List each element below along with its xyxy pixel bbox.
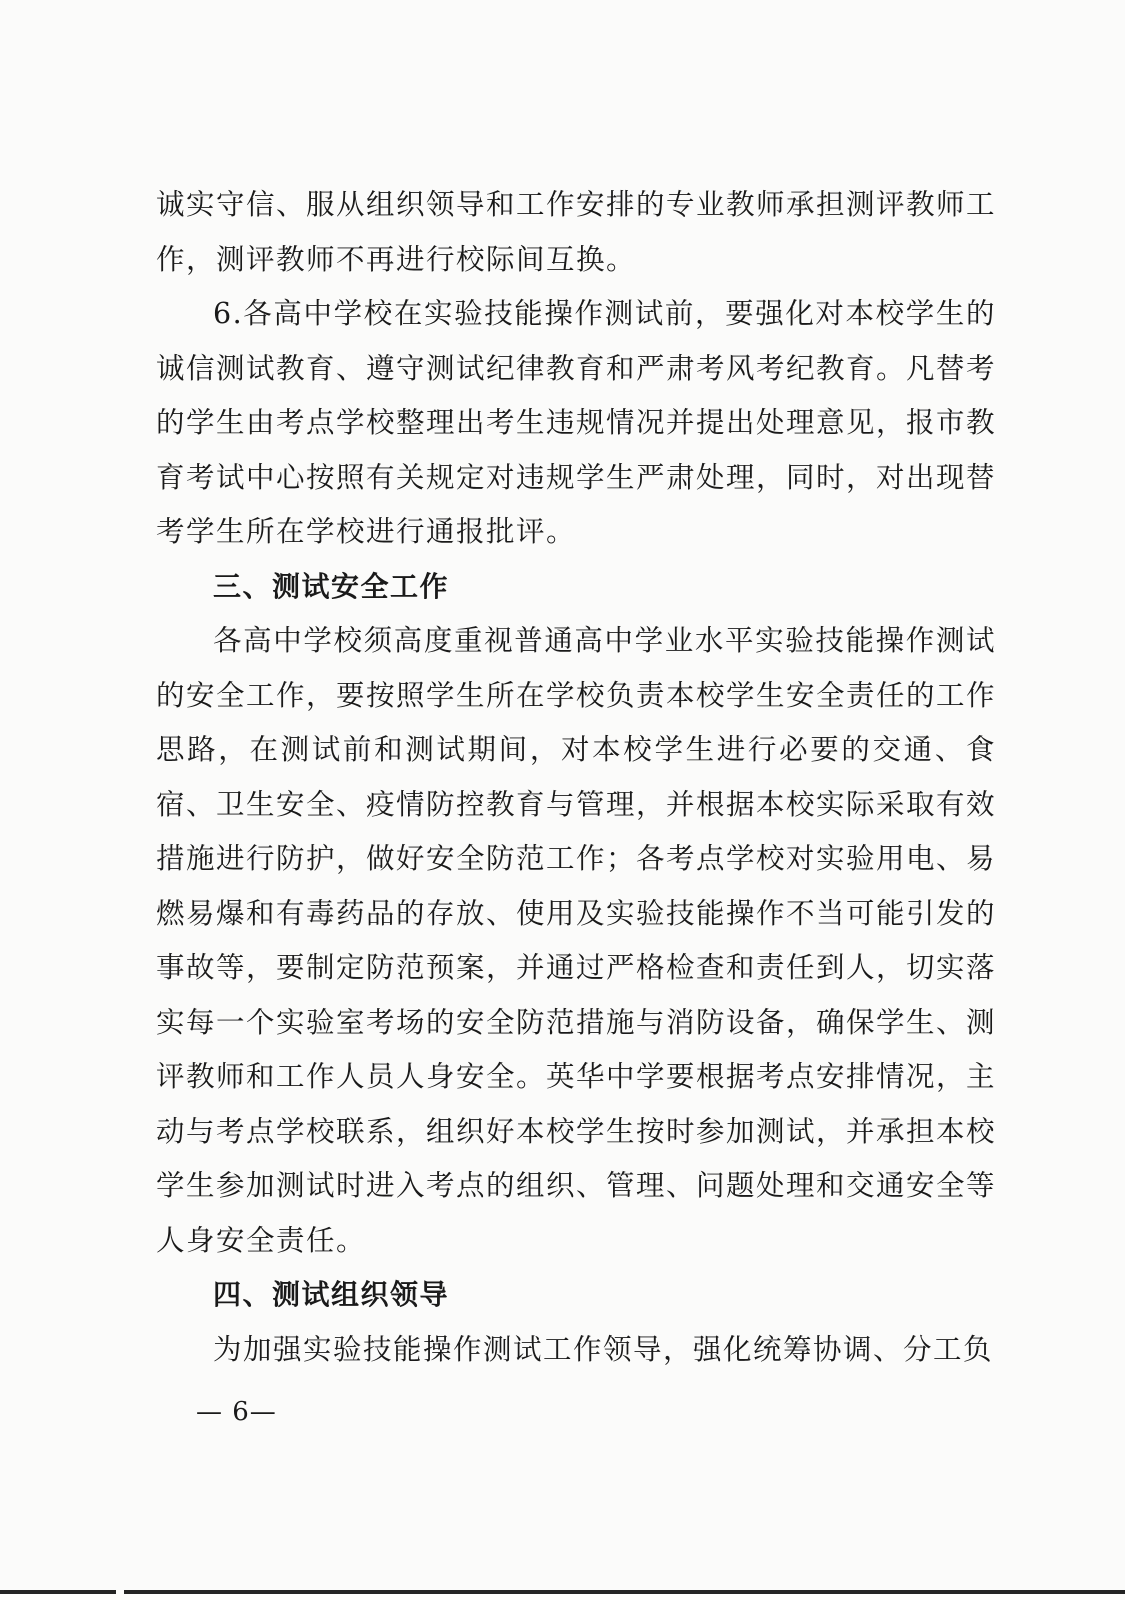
section-heading-safety: 三、测试安全工作 <box>213 569 450 603</box>
paragraph-safety: 各高中学校须高度重视普通高中学业水平实验技能操作测试的安全工作，要按照学生所在学校负责本校学生安全责任的工作思路，在测试前和测试期间，对本校学生进行必要的交通、食宿、卫生安全、疫情防控教育与管理，并根据本校实际采取有效措施进行防护，做好安全防范工作；各考点学校对实验用电、易燃易爆和有毒药品的存放、使用及实验技能操作不当可能引发的事故等，要制定防范预案，并通过严格检查和责任到人，切实落实每一个实验室考场的安全防范措施与消防设备，确保学生、测评教师和工作人员人身安全。英华中学要根据考点安排情况，主动与考点学校联系，组织好本校学生按时参加测试，并承担本校学生参加测试时进入考点的组织、管理、问题处理和交通安全等人身安全责任。 <box>156 624 997 1257</box>
paragraph-continuation: 诚实守信、服从组织领导和工作安排的专业教师承担测评教师工作，测评教师不再进行校际间互换。 <box>156 188 997 276</box>
section-heading-leadership: 四、测试组织领导 <box>213 1278 450 1311</box>
paragraph-item-6: 6.各高中学校在实验技能操作测试前，要强化对本校学生的诚信测试教育、遵守测试纪律教育和严肃考风考纪教育。凡替考的学生由考点学校整理出考生违规情况并提出处理意见，报市教育考试中心按照有关规定对违规学生严肃处理，同时，对出现替考学生所在学校进行通报批评。 <box>156 297 997 548</box>
bottom-border-gap <box>116 1588 124 1596</box>
paragraph-leadership: 为加强实验技能操作测试工作领导，强化统筹协调、分工负 <box>213 1332 994 1366</box>
bottom-border-line <box>0 1590 1125 1594</box>
document-body <box>156 178 996 1377</box>
page-number: — 6— <box>196 1397 277 1427</box>
